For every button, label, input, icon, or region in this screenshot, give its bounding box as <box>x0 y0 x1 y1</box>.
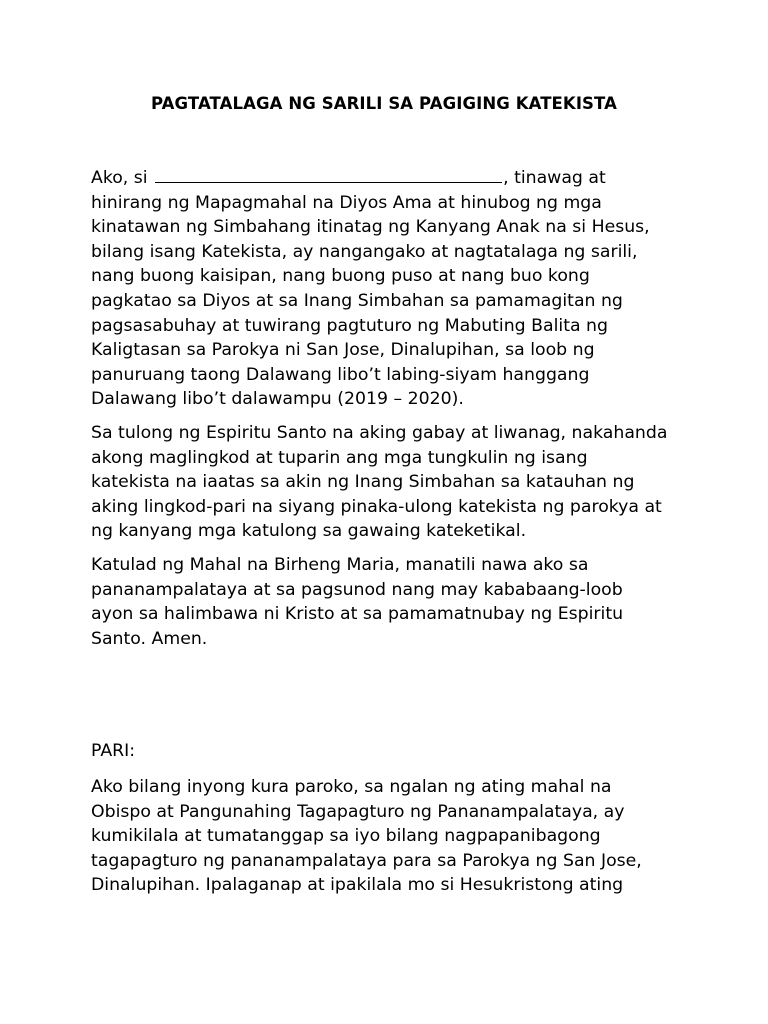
paragraph-line: kinatawan ng Simbahang itinatag ng Kanyang Anak na si Hesus, <box>91 217 650 238</box>
paragraph-line: Dinalupihan. Ipalaganap at ipakilala mo si Hesukristong ating <box>91 875 624 896</box>
paragraph-line: Dalawang libo’t dalawampu (2019 – 2020). <box>91 389 464 410</box>
paragraph-line: bilang isang Katekista, ay nangangako at nagtatalaga ng sarili, <box>91 241 638 262</box>
paragraph-espiritu-santo <box>91 421 691 544</box>
paragraph-line: Sa tulong ng Espiritu Santo na aking gabay at liwanag, nakahanda <box>91 423 668 443</box>
after-blank-text: , tinawag at <box>503 168 606 188</box>
paragraph-line: pagkatao sa Diyos at sa Inang Simbahan sa pamamagitan ng <box>91 290 623 311</box>
paragraph-line: pananampalataya at sa pagsunod nang may kababaang-loob <box>91 579 623 600</box>
paragraph-line-with-blank <box>91 166 691 191</box>
paragraph-line: Katulad ng Mahal na Birheng Maria, manatili nawa ako sa <box>91 555 589 575</box>
paragraph-birheng-maria <box>91 553 691 651</box>
paragraph-line: panuruang taong Dalawang libo’t labing-siyam hanggang <box>91 364 590 385</box>
paragraph-line: katekista na iaatas sa akin ng Inang Simbahan sa katauhan ng <box>91 472 635 493</box>
name-blank-line <box>155 166 502 183</box>
intro-text: Ako, si <box>91 168 154 188</box>
paragraph-line: hinirang ng Mapagmahal na Diyos Ama at hinubog ng mga <box>91 192 602 213</box>
paragraph-line: Ako bilang inyong kura paroko, sa ngalan ng ating mahal na <box>91 777 612 797</box>
paragraph-pari-response <box>91 775 691 898</box>
paragraph-pledge-intro <box>91 166 691 412</box>
paragraph-line: ng kanyang mga katulong sa gawaing kateketikal. <box>91 521 527 542</box>
paragraph-line: pagsasabuhay at tuwirang pagtuturo ng Mabuting Balita ng <box>91 315 608 336</box>
paragraph-line: Santo. Amen. <box>91 628 208 649</box>
paragraph-line: aking lingkod-pari na siyang pinaka-ulong katekista ng parokya at <box>91 496 662 517</box>
document-title: PAGTATALAGA NG SARILI SA PAGIGING KATEKISTA <box>150 94 617 113</box>
paragraph-line: akong maglingkod at tuparin ang mga tungkulin ng isang <box>91 447 588 468</box>
paragraph-line: Kaligtasan sa Parokya ni San Jose, Dinalupihan, sa loob ng <box>91 340 595 361</box>
section-label: PARI: <box>91 741 136 761</box>
paragraph-line: tagapagturo ng pananampalataya para sa Parokya ng San Jose, <box>91 850 642 871</box>
paragraph-line: kumikilala at tumatanggap sa iyo bilang nagpapanibagong <box>91 826 601 847</box>
paragraph-line: ayon sa halimbawa ni Kristo at sa pamamatnubay ng Espiritu <box>91 604 624 625</box>
pari-label <box>91 739 691 764</box>
paragraph-line: nang buong kaisipan, nang buong puso at nang buo kong <box>91 266 590 287</box>
paragraph-line: Obispo at Pangunahing Tagapagturo ng Pananampalataya, ay <box>91 801 625 822</box>
